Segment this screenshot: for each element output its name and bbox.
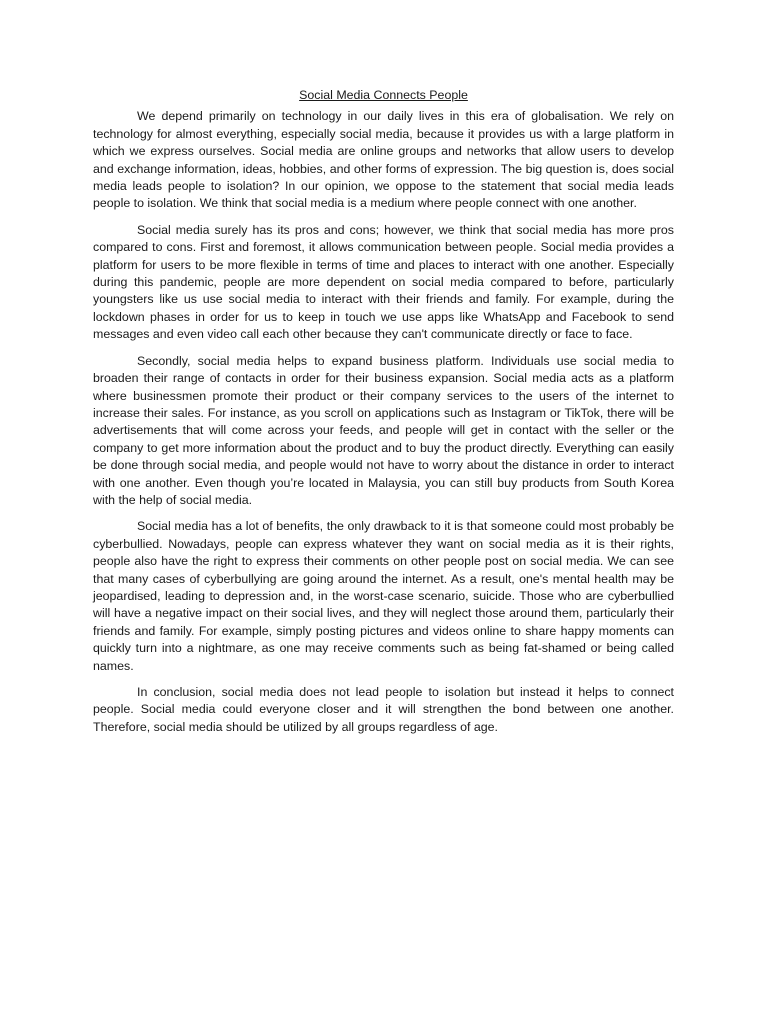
- document-body: [93, 87, 674, 745]
- paragraph-conclusion: In conclusion, social media does not lead people to isolation but instead it helps to connect people. Social media could everyone closer and it will strengthen the bond between one another. Therefore, social media should be utilized by all groups regardless of age.: [93, 685, 674, 734]
- document-title: Social Media Connects People: [299, 88, 468, 102]
- paragraph-pros-communication: Social media surely has its pros and cons; however, we think that social media has more pros compared to cons. First and foremost, it allows communication between people. Social media provides a platform for users to be more flexible in terms of time and places to interact with one another. Especially during this pandemic, people are more dependent on social media compared to before, particularly youngsters like us use social media to interact with their friends and family. For example, during the lockdown phases in order for us to keep in touch we use apps like WhatsApp and Facebook to send messages and even video call each other because they can't communicate directly or face to face.: [93, 222, 674, 342]
- paragraph-introduction: We depend primarily on technology in our daily lives in this era of globalisation. We rely on technology for almost everything, especially social media, because it provides us with a large platform in which we express ourselves. Social media are online groups and networks that allow users to develop and exchange information, ideas, hobbies, and other forms of expression. The big question is, does social media leads people to isolation? In our opinion, we oppose to the statement that social media leads people to isolation. We think that social media is a medium where people connect with one another.: [93, 109, 674, 211]
- paragraph-cyberbullying: Social media has a lot of benefits, the only drawback to it is that someone could most probably be cyberbullied. Nowadays, people can express whatever they want on social media as it is their rights, people also have the right to express their comments on other people post on social media. We can see that many cases of cyberbullying are going around the internet. As a result, one's mental health may be jeopardised, leading to depression and, in the worst-case scenario, suicide. Those who are cyberbullied will have a negative impact on their social lives, and they will neglect those around them, particularly their friends and family. For example, simply posting pictures and videos online to share happy moments can quickly turn into a nightmare, as one may receive comments such as being fat-shamed or being called names.: [93, 519, 674, 673]
- paragraph-business-platform: Secondly, social media helps to expand business platform. Individuals use social media to broaden their range of contacts in order for their business expansion. Social media acts as a platform where businessmen promote their product or their company services to the users of the internet to increase their sales. For instance, as you scroll on applications such as Instagram or TikTok, there will be advertisements that will come across your feeds, and people will get in contact with the seller or the company to get more information about the product and to buy the product directly. Everything can easily be done through social media, and people would not have to worry about the distance in order to interact with one another. Even though you’re located in Malaysia, you can still buy products from South Korea with the help of social media.: [93, 353, 674, 507]
